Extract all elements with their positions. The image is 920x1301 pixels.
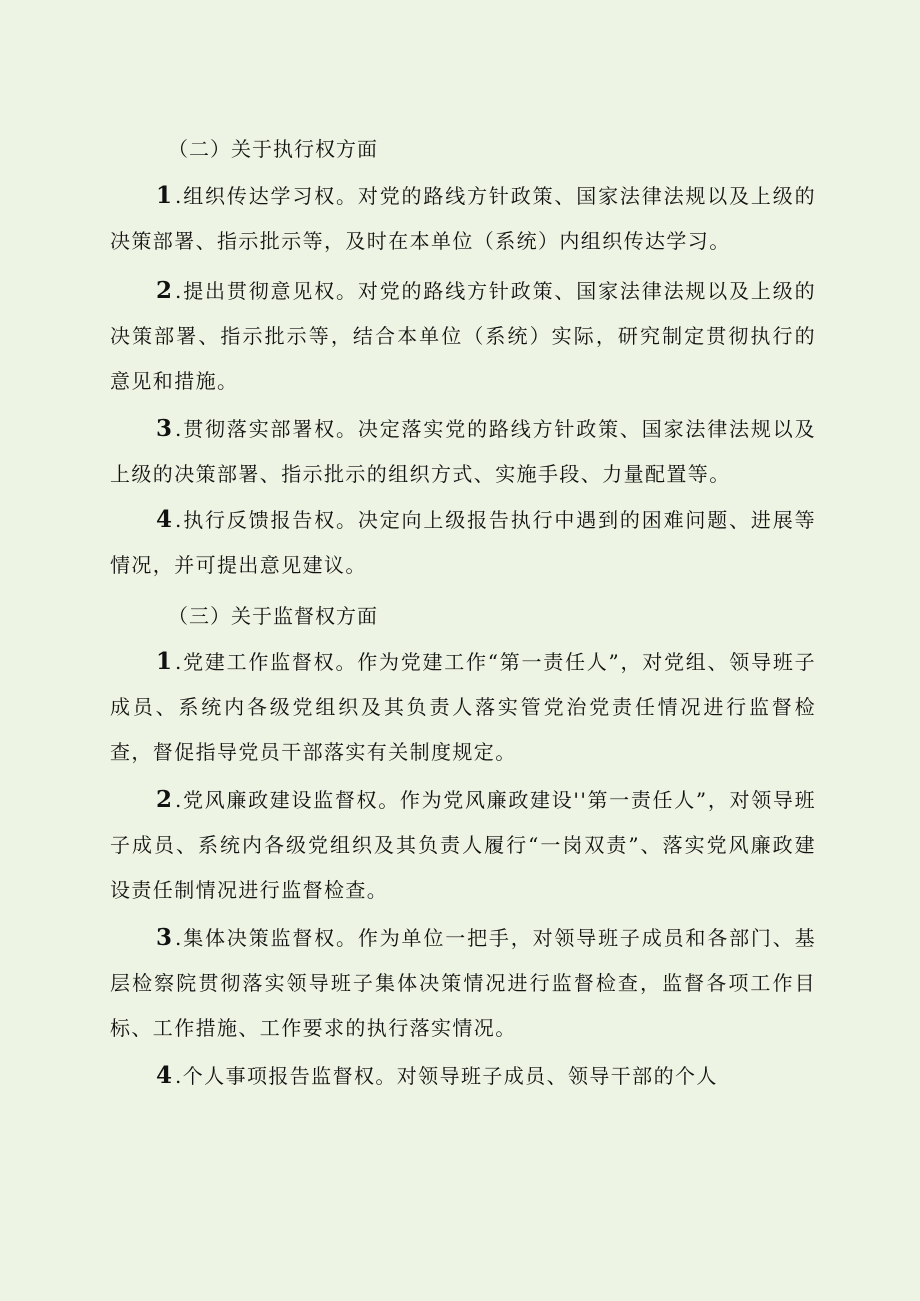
item-text: .集体决策监督权。作为单位一把手，对领导班子成员和各部门、基层检察院贯彻落实领导班子集体决策情况进行监督检查，监督各项工作目标、工作措施、工作要求的执行落实情况。 [110,926,816,1040]
item-text: .提出贯彻意见权。对党的路线方针政策、国家法律法规以及上级的决策部署、指示批示等，结合本单位（系统）实际，研究制定贯彻执行的意见和措施。 [110,279,816,393]
paragraph-supervision-1 [110,639,816,775]
item-text: .个人事项报告监督权。对领导班子成员、领导干部的个人 [175,1064,718,1088]
section-heading-execution: （二）关于执行权方面 [168,137,378,161]
item-text: .执行反馈报告权。决定向上级报告执行中遇到的困难问题、进展等情况，并可提出意见建议。 [110,508,816,577]
paragraph-execution-2 [110,268,816,404]
item-text: .组织传达学习权。对党的路线方针政策、国家法律法规以及上级的决策部署、指示批示等，及时在本单位（系统）内组织传达学习。 [110,184,816,253]
item-number: 4 [156,1062,173,1089]
paragraph-supervision-2 [110,777,816,913]
item-text: .党建工作监督权。作为党建工作“第一责任人”，对党组、领导班子成员、系统内各级党组织及其负责人落实管党治党责任情况进行监督检查，督促指导党员干部落实有关制度规定。 [110,650,816,764]
item-number: 4 [156,506,173,533]
item-number: 2 [156,277,173,304]
paragraph-execution-3 [110,406,816,497]
paragraph-supervision-3 [110,915,816,1051]
section-heading-supervision: （三）关于监督权方面 [168,604,378,628]
item-number: 1 [156,648,173,675]
item-text: .贯彻落实部署权。决定落实党的路线方针政策、国家法律法规以及上级的决策部署、指示批示的组织方式、实施手段、力量配置等。 [110,417,816,486]
paragraph-execution-1 [110,173,816,264]
item-number: 1 [156,182,173,209]
paragraph-supervision-4 [110,1053,816,1099]
item-number: 3 [156,415,173,442]
item-number: 3 [156,924,173,951]
paragraph-execution-4 [110,497,816,588]
item-text: .党风廉政建设监督权。作为党风廉政建设''第一责任人”，对领导班子成员、系统内各级党组织及其负责人履行“一岗双责”、落实党风廉政建设责任制情况进行监督检查。 [110,788,816,902]
item-number: 2 [156,786,173,813]
